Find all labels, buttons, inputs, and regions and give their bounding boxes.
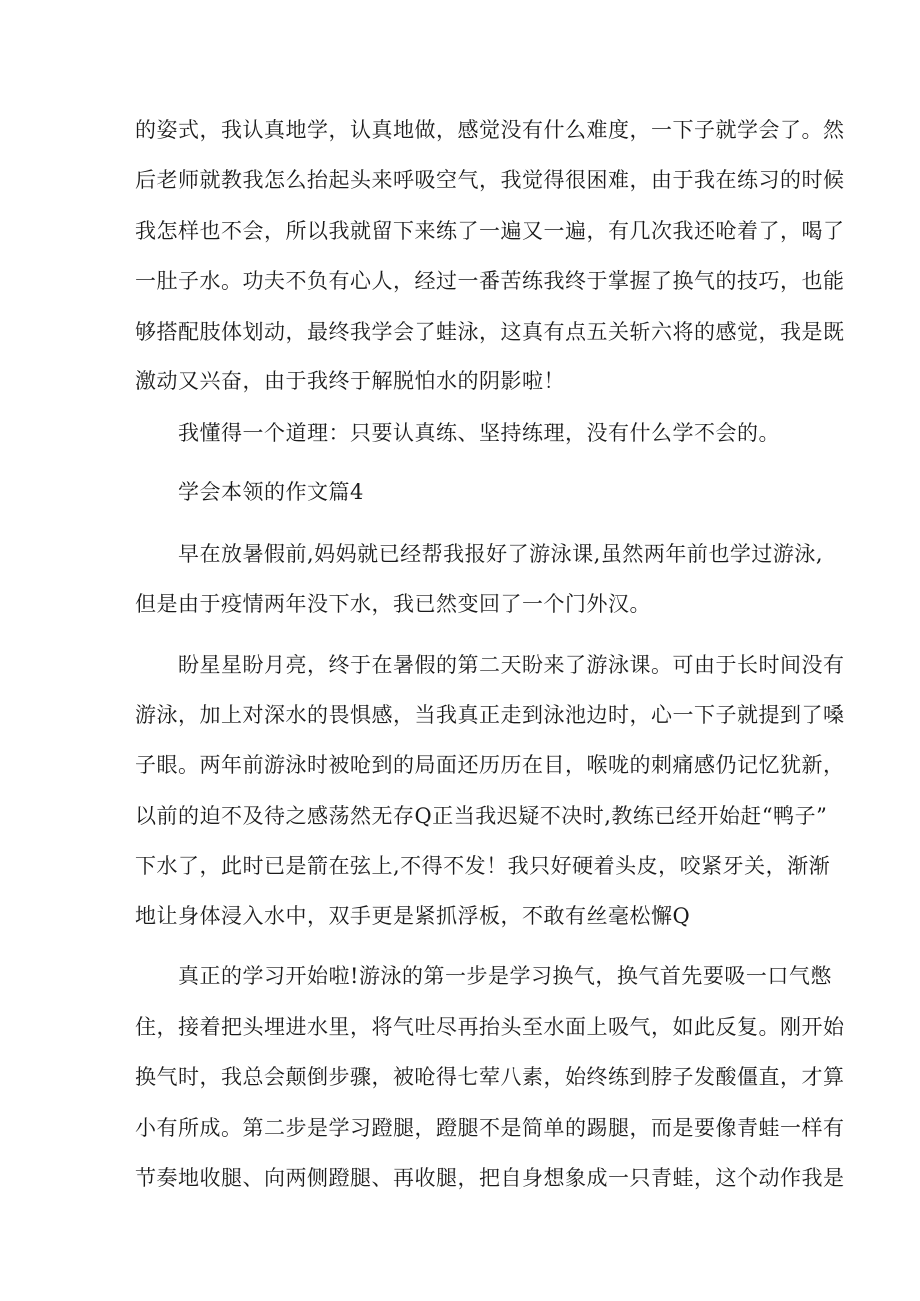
paragraph-4-line-4: 以前的迫不及待之感荡然无存Q正当我迟疑不决时,教练已经开始赶“鸭子” [135, 804, 828, 828]
paragraph-1-line-1: 的姿式，我认真地学，认真地做，感觉没有什么难度，一下子就学会了。然 [135, 118, 845, 142]
paragraph-1-line-3: 我怎样也不会，所以我就留下来练了一遍又一遍，有几次我还呛着了，喝了 [135, 219, 845, 243]
paragraph-5-line-3: 换气时，我总会颠倒步骤，被呛得七荤八素，始终练到脖子发酸僵直，才算 [135, 1065, 845, 1089]
section-heading: 学会本领的作文篇4 [178, 480, 364, 504]
paragraph-1-line-6: 激动又兴奋，由于我终于解脱怕水的阴影啦！ [135, 369, 565, 393]
paragraph-5-line-1: 真正的学习开始啦!游泳的第一步是学习换气，换气首先要吸一口气憋 [178, 964, 832, 988]
paragraph-4-line-2: 游泳，加上对深水的畏惧感，当我真正走到泳池边时，心一下子就提到了嗓 [135, 703, 845, 727]
paragraph-3-line-2: 但是由于疫情两年没下水，我已然变回了一个门外汉。 [135, 592, 651, 616]
paragraph-4-line-5: 下水了，此时已是箭在弦上,不得不发！我只好硬着头皮，咬紧牙关，渐渐 [135, 854, 831, 878]
paragraph-2: 我懂得一个道理：只要认真练、坚持练理，没有什么学不会的。 [178, 421, 780, 445]
paragraph-4-line-6: 地让身体浸入水中，双手更是紧抓浮板，不敢有丝毫松懈Q [135, 904, 691, 928]
paragraph-4-line-3: 子眼。两年前游泳时被呛到的局面还历历在目，喉咙的刺痛感仍记忆犹新， [135, 753, 845, 777]
paragraph-1-line-2: 后老师就教我怎么抬起头来呼吸空气，我觉得很困难，由于我在练习的时候 [135, 168, 845, 192]
paragraph-1-line-4: 一肚子水。功夫不负有心人，经过一番苦练我终于掌握了换气的技巧，也能 [135, 269, 845, 293]
paragraph-1-line-5: 够搭配肢体划动，最终我学会了蛙泳，这真有点五关斩六将的感觉，我是既 [135, 320, 845, 344]
paragraph-5-line-4: 小有所成。第二步是学习蹬腿，蹬腿不是简单的踢腿，而是要像青蛙一样有 [135, 1116, 845, 1140]
paragraph-5-line-5: 节奏地收腿、向两侧蹬腿、再收腿，把自身想象成一只青蛙，这个动作我是 [135, 1166, 845, 1190]
paragraph-3-line-1: 早在放暑假前,妈妈就已经帮我报好了游泳课,虽然两年前也学过游泳, [178, 542, 824, 566]
paragraph-5-line-2: 住，接着把头埋进水里，将气吐尽再抬头至水面上吸气，如此反复。刚开始 [135, 1015, 845, 1039]
paragraph-4-line-1: 盼星星盼月亮，终于在暑假的第二天盼来了游泳课。可由于长时间没有 [178, 653, 845, 677]
